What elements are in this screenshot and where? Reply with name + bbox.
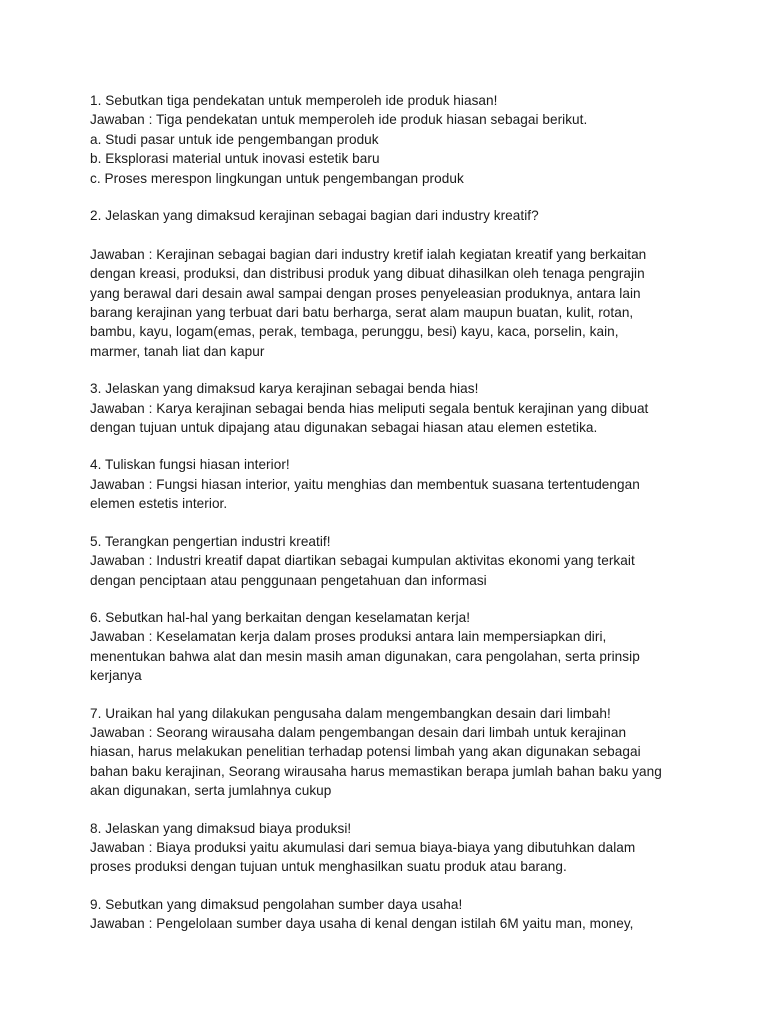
answer-text: Jawaban : Biaya produksi yaitu akumulasi dari semua biaya-biaya yang dibutuhkan dalam: [90, 839, 636, 855]
answer-text: dengan kreasi, produksi, dan distribusi produk yang dibuat dihasilkan oleh tenaga pengrajin: [90, 266, 645, 282]
answer-text: proses produksi dengan tujuan untuk menghasilkan suatu produk atau barang.: [90, 859, 567, 875]
question-text: 7. Uraikan hal yang dilakukan pengusaha dalam mengembangkan desain dari limbah!: [90, 705, 611, 721]
qa-item: [90, 608, 708, 686]
qa-item: [90, 532, 708, 590]
answer-text: akan digunakan, serta jumlahnya cukup: [90, 783, 332, 799]
question-text: 1. Sebutkan tiga pendekatan untuk memperoleh ide produk hiasan!: [90, 93, 498, 108]
qa-item: [90, 704, 708, 801]
answer-text: bahan baku kerajinan, Seorang wirausaha harus memastikan berapa jumlah bahan baku yang: [90, 763, 662, 779]
answer-text: Jawaban : Tiga pendekatan untuk memperoleh ide produk hiasan sebagai berikut.: [90, 112, 588, 128]
qa-item: [90, 895, 708, 934]
question-text: 9. Sebutkan yang dimaksud pengolahan sumber daya usaha!: [90, 896, 463, 912]
answer-text: Jawaban : Kerajinan sebagai bagian dari industry kretif ialah kegiatan kreatif yang berkaitan: [90, 246, 647, 262]
answer-text: c. Proses merespon lingkungan untuk pengembangan produk: [90, 170, 464, 186]
answer-text: Jawaban : Pengelolaan sumber daya usaha di kenal dengan istilah 6M yaitu man, money,: [90, 916, 634, 932]
qa-item: [90, 91, 708, 188]
question-text: 4. Tuliskan fungsi hiasan interior!: [90, 457, 290, 473]
answer-text: menentukan bahwa alat dan mesin masih aman digunakan, cara pengolahan, serta prinsip: [90, 648, 640, 664]
qa-item: [90, 379, 708, 437]
question-text: 2. Jelaskan yang dimaksud kerajinan sebagai bagian dari industry kreatif?: [90, 208, 539, 224]
answer-text: elemen estetis interior.: [90, 496, 228, 512]
answer-text: dengan penciptaan atau penggunaan pengetahuan dan informasi: [90, 572, 487, 588]
answer-text: dengan tujuan untuk dipajang atau digunakan sebagai hiasan atau elemen estetika.: [90, 420, 598, 436]
qa-item: [90, 819, 708, 877]
blank-line: [90, 225, 708, 244]
qa-item: [90, 455, 708, 513]
qa-item: [90, 206, 708, 361]
question-text: 6. Sebutkan hal-hal yang berkaitan dengan keselamatan kerja!: [90, 609, 471, 625]
question-text: 8. Jelaskan yang dimaksud biaya produksi!: [90, 820, 352, 836]
answer-text: b. Eksplorasi material untuk inovasi estetik baru: [90, 151, 380, 167]
answer-text: hiasan, harus melakukan penelitian terhadap potensi limbah yang akan digunakan sebagai: [90, 744, 641, 760]
answer-text: Jawaban : Keselamatan kerja dalam proses produksi antara lain mempersiapkan diri,: [90, 629, 607, 645]
question-text: 3. Jelaskan yang dimaksud karya kerajinan sebagai benda hias!: [90, 381, 479, 397]
answer-text: yang berawal dari desain awal sampai dengan proses penyeleasian produknya, antara lain: [90, 285, 641, 301]
answer-text: kerjanya: [90, 668, 142, 684]
answer-text: Jawaban : Karya kerajinan sebagai benda hias meliputi segala bentuk kerajinan yang dibuat: [90, 400, 649, 416]
answer-text: bambu, kayu, logam(emas, perak, tembaga, perunggu, besi) kayu, kaca, porselin, kain,: [90, 324, 619, 340]
question-text: 5. Terangkan pengertian industri kreatif!: [90, 533, 331, 549]
answer-text: marmer, tanah liat dan kapur: [90, 343, 265, 359]
qa-list: [90, 91, 708, 934]
answer-text: barang kerajinan yang terbuat dari batu berharga, serat alam maupun buatan, kulit, rotan,: [90, 305, 634, 321]
answer-text: Jawaban : Seorang wirausaha dalam pengembangan desain dari limbah untuk kerajinan: [90, 724, 627, 740]
answer-text: a. Studi pasar untuk ide pengembangan produk: [90, 131, 379, 147]
answer-text: Jawaban : Fungsi hiasan interior, yaitu menghias dan membentuk suasana tertentudengan: [90, 476, 640, 492]
answer-text: Jawaban : Industri kreatif dapat diartikan sebagai kumpulan aktivitas ekonomi yang terkait: [90, 553, 635, 569]
